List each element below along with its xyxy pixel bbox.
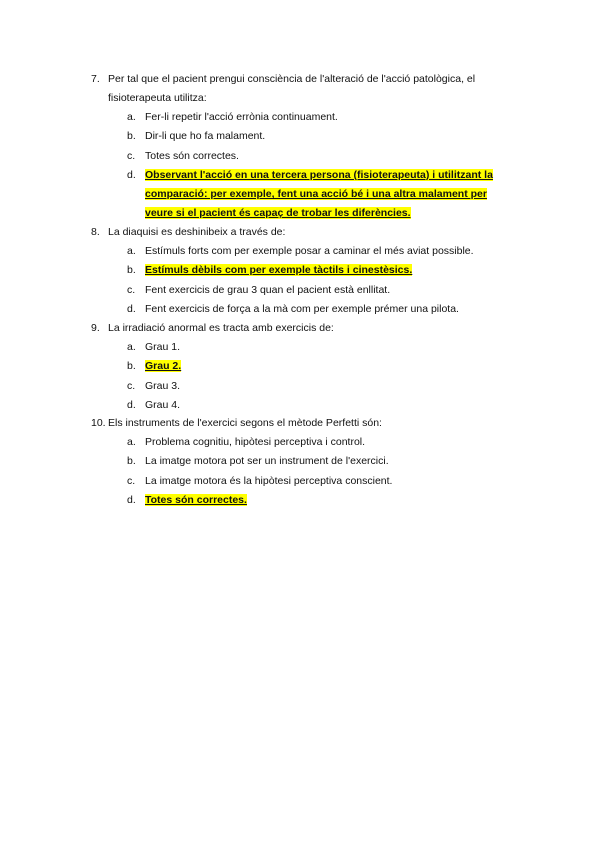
option-letter: b. bbox=[127, 455, 136, 468]
option-letter: b. bbox=[127, 264, 136, 277]
question-text-line-1: Per tal que el pacient prengui consciència de l'alteració de l'acció patològica, el bbox=[108, 73, 476, 85]
option-9c bbox=[127, 377, 502, 396]
option-letter: d. bbox=[127, 302, 136, 315]
option-letter: d. bbox=[127, 398, 136, 411]
option-10b bbox=[127, 452, 502, 471]
option-text bbox=[145, 357, 502, 376]
option-7c bbox=[127, 147, 502, 166]
option-9a bbox=[127, 338, 502, 357]
correct-answer-highlight: Totes són correctes. bbox=[145, 493, 247, 506]
option-9d bbox=[127, 396, 502, 415]
option-letter: a. bbox=[127, 436, 136, 448]
option-text: La imatge motora pot ser un instrument de l'exercici. bbox=[145, 455, 389, 468]
option-text: Grau 1. bbox=[145, 341, 181, 353]
option-8d bbox=[127, 300, 527, 319]
option-text: Dir-li que ho fa malament. bbox=[145, 130, 266, 143]
option-text: Estímuls forts com per exemple posar a caminar el més aviat possible. bbox=[145, 245, 474, 257]
question-number: 9. bbox=[91, 322, 100, 334]
option-letter: c. bbox=[127, 474, 136, 487]
option-letter: b. bbox=[127, 130, 136, 143]
question-number: 10. bbox=[91, 417, 106, 429]
option-letter: a. bbox=[127, 111, 136, 123]
question-text: La irradiació anormal es tracta amb exercicis de: bbox=[108, 322, 334, 334]
option-text: Problema cognitiu, hipòtesi perceptiva i control. bbox=[145, 436, 366, 448]
option-8a bbox=[127, 242, 527, 261]
option-text: Fent exercicis de força a la mà com per exemple prémer una pilota. bbox=[145, 302, 459, 315]
option-text: Fent exercicis de grau 3 quan el pacient està enllitat. bbox=[145, 283, 391, 296]
option-letter: d. bbox=[127, 493, 136, 506]
options-8 bbox=[127, 242, 527, 319]
option-letter: c. bbox=[127, 149, 136, 162]
option-text: Grau 3. bbox=[145, 379, 181, 392]
question-text: Els instruments de l'exercici segons el mètode Perfetti són: bbox=[108, 417, 382, 429]
option-text: La imatge motora és la hipòtesi perceptiva conscient. bbox=[145, 474, 393, 487]
option-9b-correct bbox=[127, 357, 502, 376]
options-9 bbox=[127, 338, 502, 415]
option-8b-correct bbox=[127, 261, 527, 280]
option-10d-correct bbox=[127, 491, 502, 510]
option-text: Totes són correctes. bbox=[145, 149, 239, 162]
question-text: La diaquisi es deshinibeix a través de: bbox=[108, 226, 286, 238]
question-number: 7. bbox=[91, 73, 100, 85]
option-text bbox=[145, 166, 502, 224]
option-8c bbox=[127, 281, 527, 300]
option-text bbox=[145, 491, 502, 510]
options-7 bbox=[127, 108, 502, 224]
question-text bbox=[108, 70, 528, 109]
correct-answer-highlight: Estímuls dèbils com per exemple tàctils i cinestèsics. bbox=[145, 264, 413, 277]
option-letter: b. bbox=[127, 360, 136, 373]
option-10a bbox=[127, 433, 502, 452]
option-7a bbox=[127, 108, 502, 127]
correct-answer-highlight: Observant l'acció en una tercera persona (fisioterapeuta) i utilitzant la comparació: per exemple, fent una acció bé i una altra malament per veure si el pacient és capaç de trobar les diferències. bbox=[145, 168, 493, 220]
option-letter: c. bbox=[127, 283, 136, 296]
option-7b bbox=[127, 127, 502, 146]
options-10 bbox=[127, 433, 502, 510]
option-10c bbox=[127, 472, 502, 491]
option-text: Fer-li repetir l'acció errònia continuament. bbox=[145, 111, 338, 123]
option-letter: c. bbox=[127, 379, 136, 392]
option-letter: d. bbox=[127, 168, 136, 181]
option-text bbox=[145, 261, 527, 280]
option-text: Grau 4. bbox=[145, 398, 181, 411]
option-7d-correct bbox=[127, 166, 502, 224]
question-number: 8. bbox=[91, 226, 100, 238]
option-letter: a. bbox=[127, 341, 136, 353]
correct-answer-highlight: Grau 2. bbox=[145, 360, 182, 373]
option-letter: a. bbox=[127, 245, 136, 257]
question-text-line-2: fisioterapeuta utilitza: bbox=[108, 92, 207, 105]
